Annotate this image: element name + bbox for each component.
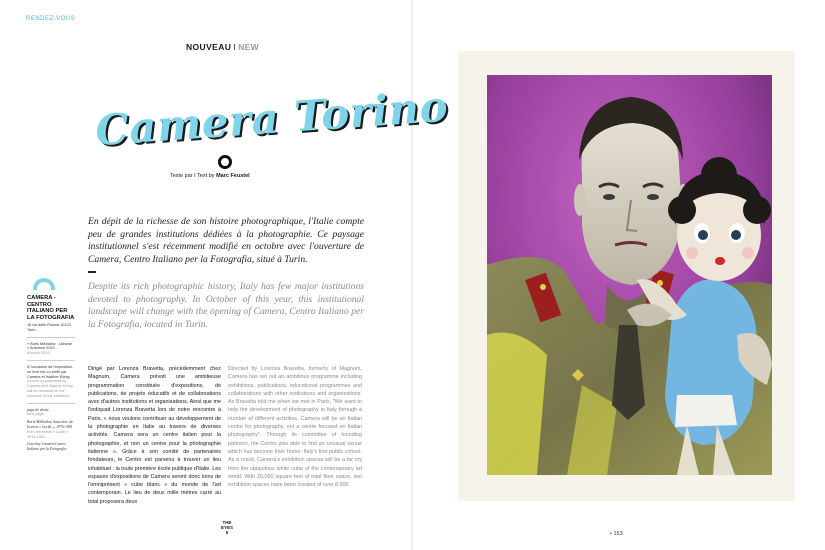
section-heading [186,42,259,52]
body-column-en: Directed by Lorenza Bravetta, formerly of Magnum, Camera has set out an ambitious programme including exhibitions, publications, educational programmes and collaborations with other institutions and organizations. As Bravetta told me when we met in Paris, "We want to help the development of photography in Italy through a number of different activities. Camera will be an Italian centre for photography, not a centre focused on Italian photography". Through its committee of founding partners, the Centro was able to find an unusual venue which has become their home: Italy's first public school. As a result, Camera's exhibition spaces will be a far cry from the ubiquitous white cube of the contemporary art world. With 20,000 square feet of total floor space, two exhibition spaces have been created of over 8,000 [228,366,362,489]
the-eyes-logo [221,520,233,535]
lens-circle-icon [218,155,232,169]
sidebar-divider [27,360,75,361]
lead-divider [88,271,96,273]
caption-label-en: next page [27,412,44,417]
hand-colored-portrait-photo [487,75,772,475]
page-number: • 153 [610,531,623,537]
logo-line-1: THE [222,520,232,525]
page-gutter [411,0,413,550]
info-sidebar [27,278,75,452]
section-fr: NOUVEAU [186,42,232,52]
sidebar-title: CAMERA - CENTRO ITALIANO PER LA FOTOGRAFIA [27,295,75,321]
caption-label: page de droite [27,407,49,412]
article-title: Camera Torino [93,81,450,156]
logo-line-3: 5 [225,530,229,535]
sidebar-divider [27,403,75,404]
byline [170,173,250,179]
lead-paragraph-fr: En dépit de la richesse de son histoire photographique, l'Italie compte peu de grandes institutions dédiées à la photographie. Ce paysage institutionnel s'est récemment modifié en octobre avec l'ouverture de Camera, Centro Italiano per la Fotografia, situé à Turin. [88,216,364,265]
sidebar-exhibition-en: Autumn 2015 [27,351,50,356]
sidebar-book-fr: À l'occasion de l'exposition, un livre est co-édité par Camera et Walther König. [27,364,74,379]
portrait-illustration [487,75,772,475]
page-number-value: 153 [613,531,623,537]
camera-arch-icon [33,278,55,290]
section-en: NEW [238,42,260,52]
logo-line-2: EYES [221,525,234,530]
sidebar-divider [27,337,75,338]
sidebar-exhibition-fr: « Boris Mikhailov : Ukraine » Automne 2015 [27,341,72,351]
byline-prefix: Texte par I Text by [170,173,215,179]
courtesy-credit: Courtesy Camera-Centro Italiano per la Fotografia [27,442,67,452]
body-column-fr: Dirigé par Lorenza Bravetta, précédemment chez Magnum, Camera prévoit une ambitieuse programmation constituée d'expositions, de publications, de projets éducatifs et de collaborations avec d'autres institutions et organisations. Ainsi que me l'indiquait Lorenza Bravetta lors de notre rencontre à Paris, « nous voulons contribuer au développement de la photographie en Italie au travers de diverses activités. Camera sera un centre italien pour la photographie, et non un centre pour la photographie italienne ». Grâce à son comité de partenaires fondateurs, le Centro est parvenu à trouver un lieu inhabituel : la toute première école publique d'Italie. Les espaces d'expositions de Camera seront donc loins de l'omniprésent « cube blanc » du monde de l'art contemporain. Le lieu de deux mille mètres carré au total proposera deux [88,366,221,505]
lead-paragraph-en: Despite its rich photographic history, Italy has few major institutions devoted to photography. In October of this year, this institutional landscape will change with the opening of Camera, Centro Italiano per la Fotografia, located in Turin. [88,281,364,330]
byline-author: Marc Feustel [216,173,250,179]
section-separator: I [233,42,237,52]
sidebar-address: 18 via delle Rosine 10123 Turin [27,323,71,332]
caption-en: from the series « Luriki », 1976-1981 [27,429,70,439]
caption-fr: Boris Mikhailov, Sans titre, de la série « Luriki », 1976-1981 [27,420,73,429]
rubric-label: RENDEZ-VOUS [26,16,76,22]
sidebar-book-en: A book co-published by Camera and Walther König will be released on the occasion of the exhibition. [27,379,73,398]
